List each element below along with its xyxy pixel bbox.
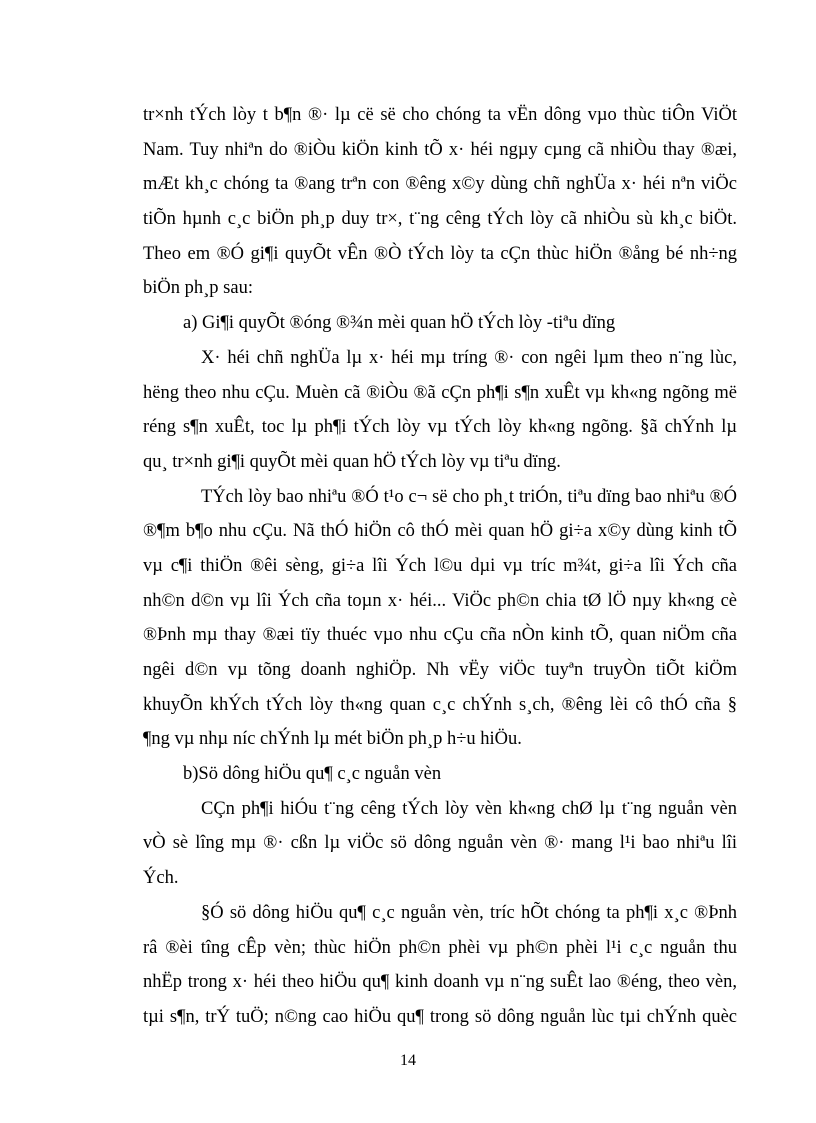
text-line: Nam. Tuy nhiªn do ®iÒu kiÖn kinh tÕ x· héi ngµy cµng cã nhiÒu thay ®æi, <box>143 139 737 160</box>
text-line: TÝch lòy bao nhiªu ®Ó t¹o c¬ së cho ph¸t triÓn, tiªu dïng bao nhiªu ®Ó <box>201 486 737 507</box>
text-line: tiÕn hµnh c¸c biÖn ph¸p duy tr×, t¨ng cêng tÝch lòy cã nhiÒu sù kh¸c biÖt. <box>143 209 737 230</box>
text-line: mÆt kh¸c chóng ta ®ang trªn con ®êng x©y dùng chñ nghÜa x· héi nªn viÖc <box>143 174 737 195</box>
page-number: 14 <box>400 1052 416 1069</box>
text-line: réng s¶n xuÊt, toc lµ ph¶i tÝch lòy vµ tÝch lòy kh«ng ngõng. §ã chÝnh lµ <box>143 417 737 438</box>
text-line: khuyÕn khÝch tÝch lòy th«ng quan c¸c chÝnh s¸ch, ®êng lèi cô thÓ cña § <box>143 694 737 715</box>
text-line: X· héi chñ nghÜa lµ x· héi mµ tríng ®· con ngêi lµm theo n¨ng lùc, <box>201 347 737 368</box>
text-line: nhËp trong x· héi theo hiÖu qu¶ kinh doanh vµ n¨ng suÊt lao ®éng, theo vèn, <box>143 972 737 993</box>
text-line: hëng theo nhu cÇu. Muèn cã ®iÒu ®ã cÇn ph¶i s¶n xuÊt vµ kh«ng ngõng më <box>143 382 737 403</box>
text-line: vµ c¶i thiÖn ®êi sèng, gi÷a lîi Ých l©u dµi vµ tríc m¾t, gi÷a lîi Ých cña <box>143 555 737 576</box>
text-line: biÖn ph¸p sau: <box>143 278 253 299</box>
text-line: nh©n d©n vµ lîi Ých cña toµn x· héi... ViÖc ph©n chia tØ lÖ nµy kh«ng cè <box>143 590 737 611</box>
text-line: ®Þnh mµ thay ®æi tïy thuéc vµo nhu cÇu cña nÒn kinh tÕ, quan niÖm cña <box>143 625 737 646</box>
text-line: râ ®èi tîng cÊp vèn; thùc hiÖn ph©n phèi vµ ph©n phèi l¹i c¸c nguån thu <box>143 937 737 958</box>
text-line: tµi s¶n, trÝ tuÖ; n©ng cao hiÖu qu¶ trong sö dông nguån lùc tµi chÝnh quèc <box>143 1006 737 1027</box>
text-line: ¶ng vµ nhµ níc chÝnh lµ mét biÖn ph¸p h÷u hiÖu. <box>143 729 522 750</box>
section-heading-b: b)Sö dông hiÖu qu¶ c¸c nguån vèn <box>183 764 442 785</box>
text-line: ngêi d©n vµ tõng doanh nghiÖp. Nh vËy viÖc tuyªn truyÒn tiÕt kiÖm <box>143 660 737 680</box>
text-line: Theo em ®Ó gi¶i quyÕt vÊn ®Ò tÝch lòy ta cÇn thùc hiÖn ®ång bé nh÷ng <box>143 243 737 264</box>
body-text <box>143 98 737 1035</box>
text-line: ®¶m b¶o nhu cÇu. Nã thÓ hiÖn cô thÓ mèi quan hÖ gi÷a x©y dùng kinh tÕ <box>143 521 737 542</box>
text-line: tr×nh tÝch lòy t b¶n ®· lµ cë së cho chóng ta vËn dông vµo thùc tiÔn ViÖt <box>143 105 737 125</box>
text-line: qu¸ tr×nh gi¶i quyÕt mèi quan hÖ tÝch lòy vµ tiªu dïng. <box>143 451 561 472</box>
text-line: Ých. <box>143 868 179 889</box>
section-heading-a: a) Gi¶i quyÕt ®óng ®¾n mèi quan hÖ tÝch lòy -tiªu dïng <box>183 313 616 334</box>
text-line: §Ó sö dông hiÖu qu¶ c¸c nguån vèn, tríc hÕt chóng ta ph¶i x¸c ®Þnh <box>201 902 737 923</box>
text-line: vÒ sè lîng mµ ®· cßn lµ viÖc sö dông nguån vèn ®· mang l¹i bao nhiªu lîi <box>143 833 737 854</box>
text-line: CÇn ph¶i hiÓu t¨ng cêng tÝch lòy vèn kh«ng chØ lµ t¨ng nguån vèn <box>201 798 737 819</box>
